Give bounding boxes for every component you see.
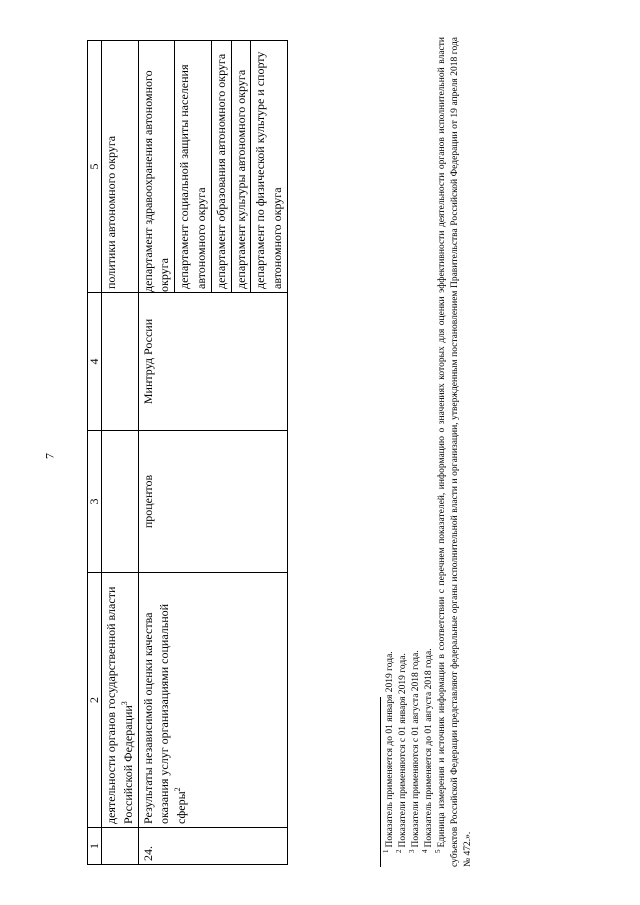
responsible-item: департамент по физической культуре и спорту автономного округа — [250, 41, 287, 292]
indicator-text: Результаты независимой оценки качества оказания услуг организациями социальной сферы — [140, 603, 189, 824]
indicators-table — [87, 40, 288, 865]
cell-continuation-responsible: политики автономного округа — [102, 41, 139, 293]
footnote-2 — [394, 37, 410, 867]
footnotes — [381, 37, 475, 867]
continuation-indicator-text: деятельности органов государственной власти Российской Федерации — [104, 586, 135, 824]
footnote-1 — [381, 37, 397, 867]
table-row-continuation — [102, 41, 139, 865]
footnote-text: Показатель применяется до 01 января 2019 года. — [385, 651, 395, 848]
row-number: 24. — [138, 828, 287, 865]
responsible-item: департамент здравоохранения автономного округа — [140, 70, 172, 292]
indicator-cell — [138, 573, 287, 828]
responsible-item: департамент образования автономного округа — [211, 41, 231, 292]
source-cell: Минтруд России — [138, 293, 287, 431]
footnote-ref: 3 — [119, 701, 129, 706]
footnote-number: 2 — [394, 849, 403, 853]
responsible-item: департамент культуры автономного округа — [231, 41, 251, 292]
cell-empty — [102, 431, 139, 573]
footnote-number: 1 — [381, 849, 390, 853]
unit-cell: процентов — [138, 431, 287, 573]
footnote-text: Показатель применяется до 01 августа 2018 года. — [424, 648, 434, 848]
footnote-number: 5 — [433, 849, 442, 853]
header-cell-2: 2 — [88, 573, 102, 828]
footnote-number: 4 — [420, 849, 429, 853]
responsible-item: департамент социальной защиты населения автономного округа — [174, 41, 211, 292]
cell-empty — [102, 293, 139, 431]
header-cell-4: 4 — [88, 293, 102, 431]
table-header-row — [88, 41, 102, 865]
cell-continuation-indicator — [102, 573, 139, 828]
footnote-3 — [407, 37, 423, 867]
footnote-separator — [380, 697, 381, 867]
footnote-5 — [433, 37, 475, 867]
footnote-ref: 2 — [173, 787, 183, 792]
header-cell-3: 3 — [88, 431, 102, 573]
footnote-text: Показатели применяются с 01 августа 2018 года. — [411, 650, 421, 848]
footnote-text: Единица измерения и источник информации в соответствии с перечнем показателей, информацию о значениях которых для оценки эффективности деятельности органов исполнительной власти субъектов Российской Федерации представляют федеральные органы исполнительной власти и организации, утвержденным постановлением Правительства Российской Федерации от 19 апреля 2018 года № 472.». — [437, 37, 473, 867]
cell-empty — [102, 828, 139, 865]
responsible-cell — [138, 41, 287, 293]
footnote-4 — [420, 37, 436, 867]
table-row-24 — [138, 41, 287, 865]
footnote-text: Показатели применяются с 01 января 2019 года. — [398, 653, 408, 848]
header-cell-1: 1 — [88, 828, 102, 865]
footnote-number: 3 — [407, 849, 416, 853]
header-cell-5: 5 — [88, 41, 102, 293]
page-number: 7 — [42, 453, 57, 459]
